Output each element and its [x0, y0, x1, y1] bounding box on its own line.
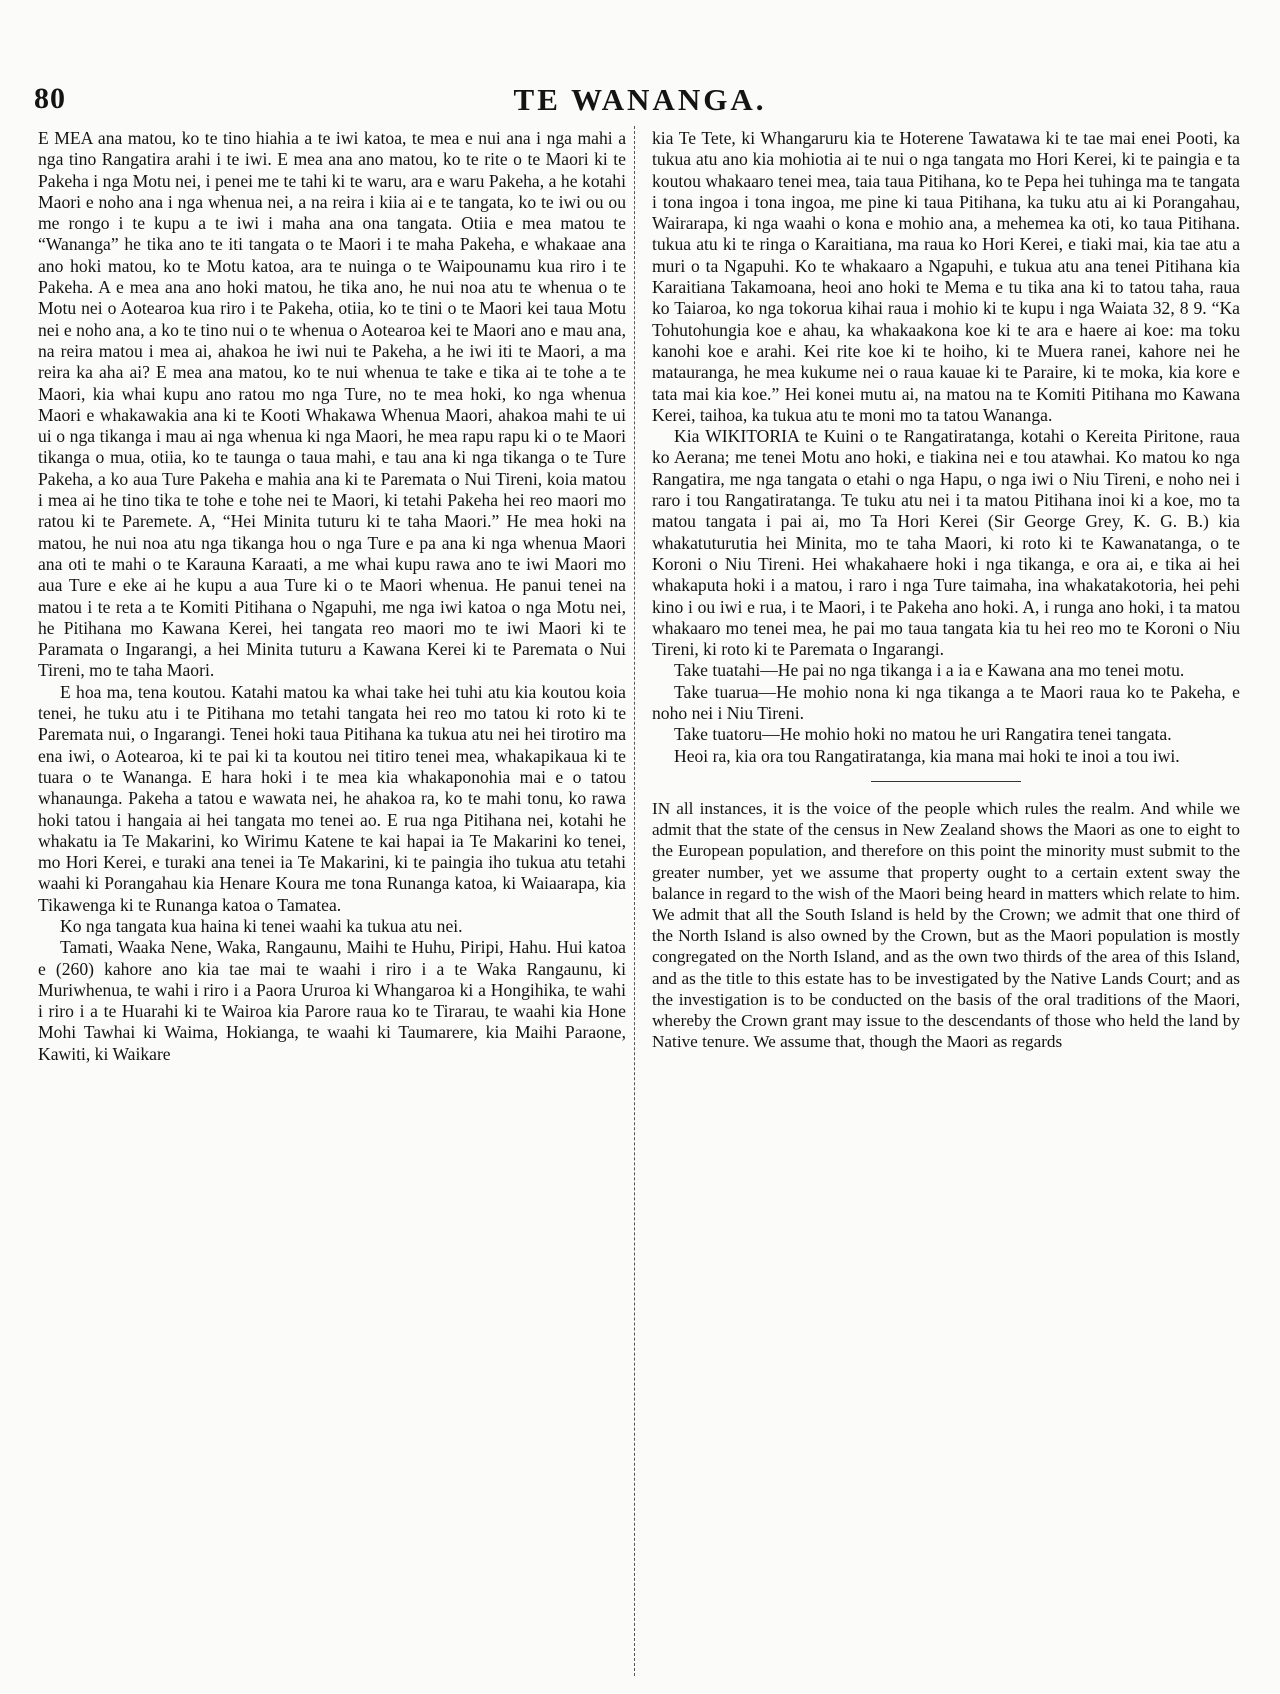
left-column	[38, 128, 626, 1065]
column-divider	[634, 126, 635, 1676]
signatories-paragraph: Tamati, Waaka Nene, Waka, Rangaunu, Maihi te Huhu, Piripi, Hahu. Hui katoa e (260) kahore ano kia tae mai te waahi i riro i a te Waka Rangaunu, ki Muriwhenua, te wahi i riro i a Paora Ururoa ki Whangaroa ki a Hongihika, te wahi i riro i a te Huarahi ki te Wairoa kia Parore raua ko te Tirarau, te waahi kia Hone Mohi Tawhai ki Waima, Hokianga, te waahi ki Taumarere, kia Maihi Paraone, Kawiti, ki Waikare	[38, 937, 626, 1064]
petition-closing: Heoi ra, kia ora tou Rangatiratanga, kia mana mai hoki te inoi a tou iwi.	[674, 745, 1180, 766]
article-paragraph: E MEA ana matou, ko te tino hiahia a te iwi katoa, te mea e nui ana i nga mahi a nga tino Rangatira arahi i te iwi. E mea ana ano matou, ko te rite o te Maori ki te Pakeha i nga Motu nei, i penei me te tahi ki te waru, ara e waru Pakeha, a he kotahi Maori e noho ana i nga whenua nei, a na reira i kiia ai e te tangata, ko te iwi ou ou me rongo i te kupu a te iwi i maha ana ona tangata. Otiia e mea matou te “Wananga” he tika ano te iti tangata o te Maori i te maha Pakeha, e whakaae ana ano hoki matou, ko te Motu katoa, ara te nuinga o te Waipounamu kua riro i te Pakeha. A e mea ana ano hoki matou, he tika ano, he nui noa atu te whenua o te Motu nei o Aotearoa kua riro i te Pakeha, otiia, ko te tini o te Maori kei taua Motu nei e noho ana, a ko te tino nui o te whenua o Aotearoa kei te Maori ano e mau ana, na reira matou i mea ai, ahakoa he iwi nui te Pakeha, a he iwi iti te Maori, a ma reira ka aha ai? E mea ana matou, ko te nui whenua te take e tika ai te tohe a te Maori, kia whai kupu ano ratou mo nga Ture, no te mea hoki, ko nga whenua Maori e whakawakia ana ki te Kooti Whakawa Whenua Maori, ahakoa mahi te ui ui o nga tikanga i mau ai nga whenua ki nga Maori, he mea rapu rapu ki o te Maori tikanga o mua, otiia, ko te taunga o taua mahi, e tau ana ki nga tikanga o te Ture Pakeha, a ko aua Ture Pakeha e mahia ana ki te Paremata o Nui Tireni, koia matou i mea ai he tino tika te tohe e tohe nei te Maori, ki tetahi Pakeha hei reo maori mo ratou ki te Paremete. A, “Hei Minita tuturu ki te taha Maori.” He mea hoki na matou, he nui noa atu nga tikanga hou o nga Ture e pa ana ki nga whenua Maori ana oti te mahi o te Karauna Karaati, a me whai kupu rawa ano te iwi Maori mo aua Ture e eke ai he kupu a aua Ture ki o te Maori whenua. He panui tenei na matou i te reta a te Komiti Pitihana o Ngapuhi, me nga iwi katoa o nga Motu nei, he Pitihana mo Kawana Kerei, hei tangata reo maori mo te iwi Maori ki te Paramata o Ingarangi, a hei Minita tuturu a Kawana Kerei ki te Paremata o Nui Tireni, mo te taha Maori.	[38, 128, 626, 681]
section-divider	[871, 781, 1021, 782]
article-paragraph: E hoa ma, tena koutou. Katahi matou ka whai take hei tuhi atu kia koutou koia tenei, he tuku atu i te Pitihana mo tetahi tangata hei reo mo tatou ki roto ki te Paremata nui, o Ingarangi. Tenei hoki taua Pitihana ka tukua atu nei hei tirotiro ma ena iwi, o Aotearoa, ki te pai ki ta koutou nei titiro tenei mea, whakapikaua ki te tuara o te Wananga. E hara hoki i te mea kia whakaponohia mai e o tatou whanaunga. Pakeha a tatou e wawata nei, he ahakoa ra, ko te mahi tonu, ko rawa hoki tatou i hangaia ai hei tangata mo tenei ao. E rua nga Pitihana nei, kotahi he whakatu ia Te Makarini, ko Wirimu Katene te kai hapai ia Te Makarini ko tenei, mo Hori Kerei, e turaki ana tenei ia Te Makarini, ki te paingia iho tukua atu tetahi waahi ki Porangahau kia Henare Koura me tona Runanga katoa, ki Waiaarapa, kia Tikawenga ki te Runanga katoa o Tamatea.	[38, 681, 626, 915]
petition-reason: Take tuatahi—He pai no nga tikanga i a ia e Kawana ana mo tenei motu.	[674, 660, 1185, 681]
masthead-title: TE WANANGA.	[513, 82, 767, 117]
english-paragraph: IN all instances, it is the voice of the people which rules the realm. And while we admit that the state of the census in New Zealand shows the Maori as one to eight to the European population, and therefore on this point the minority must submit to the greater number, yet we assume that property ought to a certain extent sway the balance in regard to the wish of the Maori being heard in matters which relate to him. We admit that all the South Island is held by the Crown; we admit that one third of the North Island is also owned by the Crown, but as the Maori population is mostly congregated on the North Island, and as the own two thirds of the area of this Island, and as the title to this estate has to be investigated by the Native Lands Court; and as the investigation is to be conducted on the basis of the oral traditions of the Maori, whereby the Crown grant may issue to the descendants of those who held the land by Native tenure. We assume that, though the Maori as regards	[652, 798, 1240, 1052]
page-number: 80	[34, 82, 66, 115]
article-paragraph: kia Te Tete, ki Whangaruru kia te Hoterene Tawatawa ki te tae mai enei Pooti, ka tukua atu ano kia mohiotia ai te nui o nga tangata mo Hori Kerei, ki te paingia e ta koutou whakaaro tenei mea, taia taua Pitihana, ko te Pepa hei tuhinga ma te tangata i tona ingoa i tona ingoa, me pine ki taua Pitihana, ka tuku atu ai ki Porangahau, Wairarapa, ki nga waahi o kona e mohio ana, a mehemea ka oti, ko taua Pitihana. tukua atu ki te ringa o Karaitiana, ma raua ko Hori Kerei, e tiaki mai, kia tae atu a muri o ta Ngapuhi. Ko te whakaaro a Ngapuhi, e tukua atu ana tenei Pitihana kia Karaitiana Takamoana, heoi ano hoki te Mema e tu tika ana ki to tatou taha, raua ko Taiaroa, ko nga tokorua kihai raua i mohio ki te kupu i nga Waiata 32, 8 9. “Ka Tohutohungia koe e ahau, ka whakaakona koe ki te ara e haere ai koe: ma toku kanohi koe e arahi. Kei rite koe ki te hoiho, ki te Muera ranei, kahore nei he matauranga, he mea kukume nei o raua kauae ki te Paraire, ki te moka, kia kore e tata mai kia koe.” Hei konei mutu ai, na matou na te Komiti Pitihana mo Kawana Kerei, taihoa, ka tukua atu te moni mo ta tatou Wananga.	[652, 128, 1240, 425]
petition-paragraph: Kia WIKITORIA te Kuini o te Rangatiratanga, kotahi o Kereita Piritone, raua ko Aerana; me tenei Motu ano hoki, e tiakina nei e tou atawhai. Ko matou ko nga Rangatira, me nga tangata o etahi o nga Hapu, o nga iwi o Niu Tireni, e noho nei i raro i tou Rangatiratanga. Te tuku atu nei i ta matou Pitihana inoi ki a koe, mo ta matou tangata i pai ai, mo Ta Hori Kerei (Sir George Grey, K. G. B.) kia whakatuturutia hei Minita, mo te taha Maori, ki roto ki te Kawanatanga, o te Koroni o Niu Tireni. Hei whakahaere hoki i nga tikanga, e ora ai, e tika ai hei whakaputa hoki i a matou, i raro i nga Ture taimaha, ina whakatakotoria, hei pehi kino i ou iwi e rua, i te Maori, i te Pakeha ano hoki. A, i runga ano hoki, i ta matou whakaaro mo tenei mea, he pai mo taua tangata kia tu hei reo mo te Koroni o Niu Tireni, ki roto ki te Paremata o Ingarangi.	[652, 426, 1240, 660]
article-paragraph: Ko nga tangata kua haina ki tenei waahi ka tukua atu nei.	[60, 915, 463, 936]
right-column	[652, 128, 1240, 1052]
english-section	[652, 798, 1240, 1052]
petition-reason: Take tuarua—He mohio nona ki nga tikanga a te Maori raua ko te Pakeha, e noho nei i Niu Tireni.	[652, 681, 1240, 724]
petition-reason: Take tuatoru—He mohio hoki no matou he uri Rangatira tenei tangata.	[674, 724, 1172, 745]
